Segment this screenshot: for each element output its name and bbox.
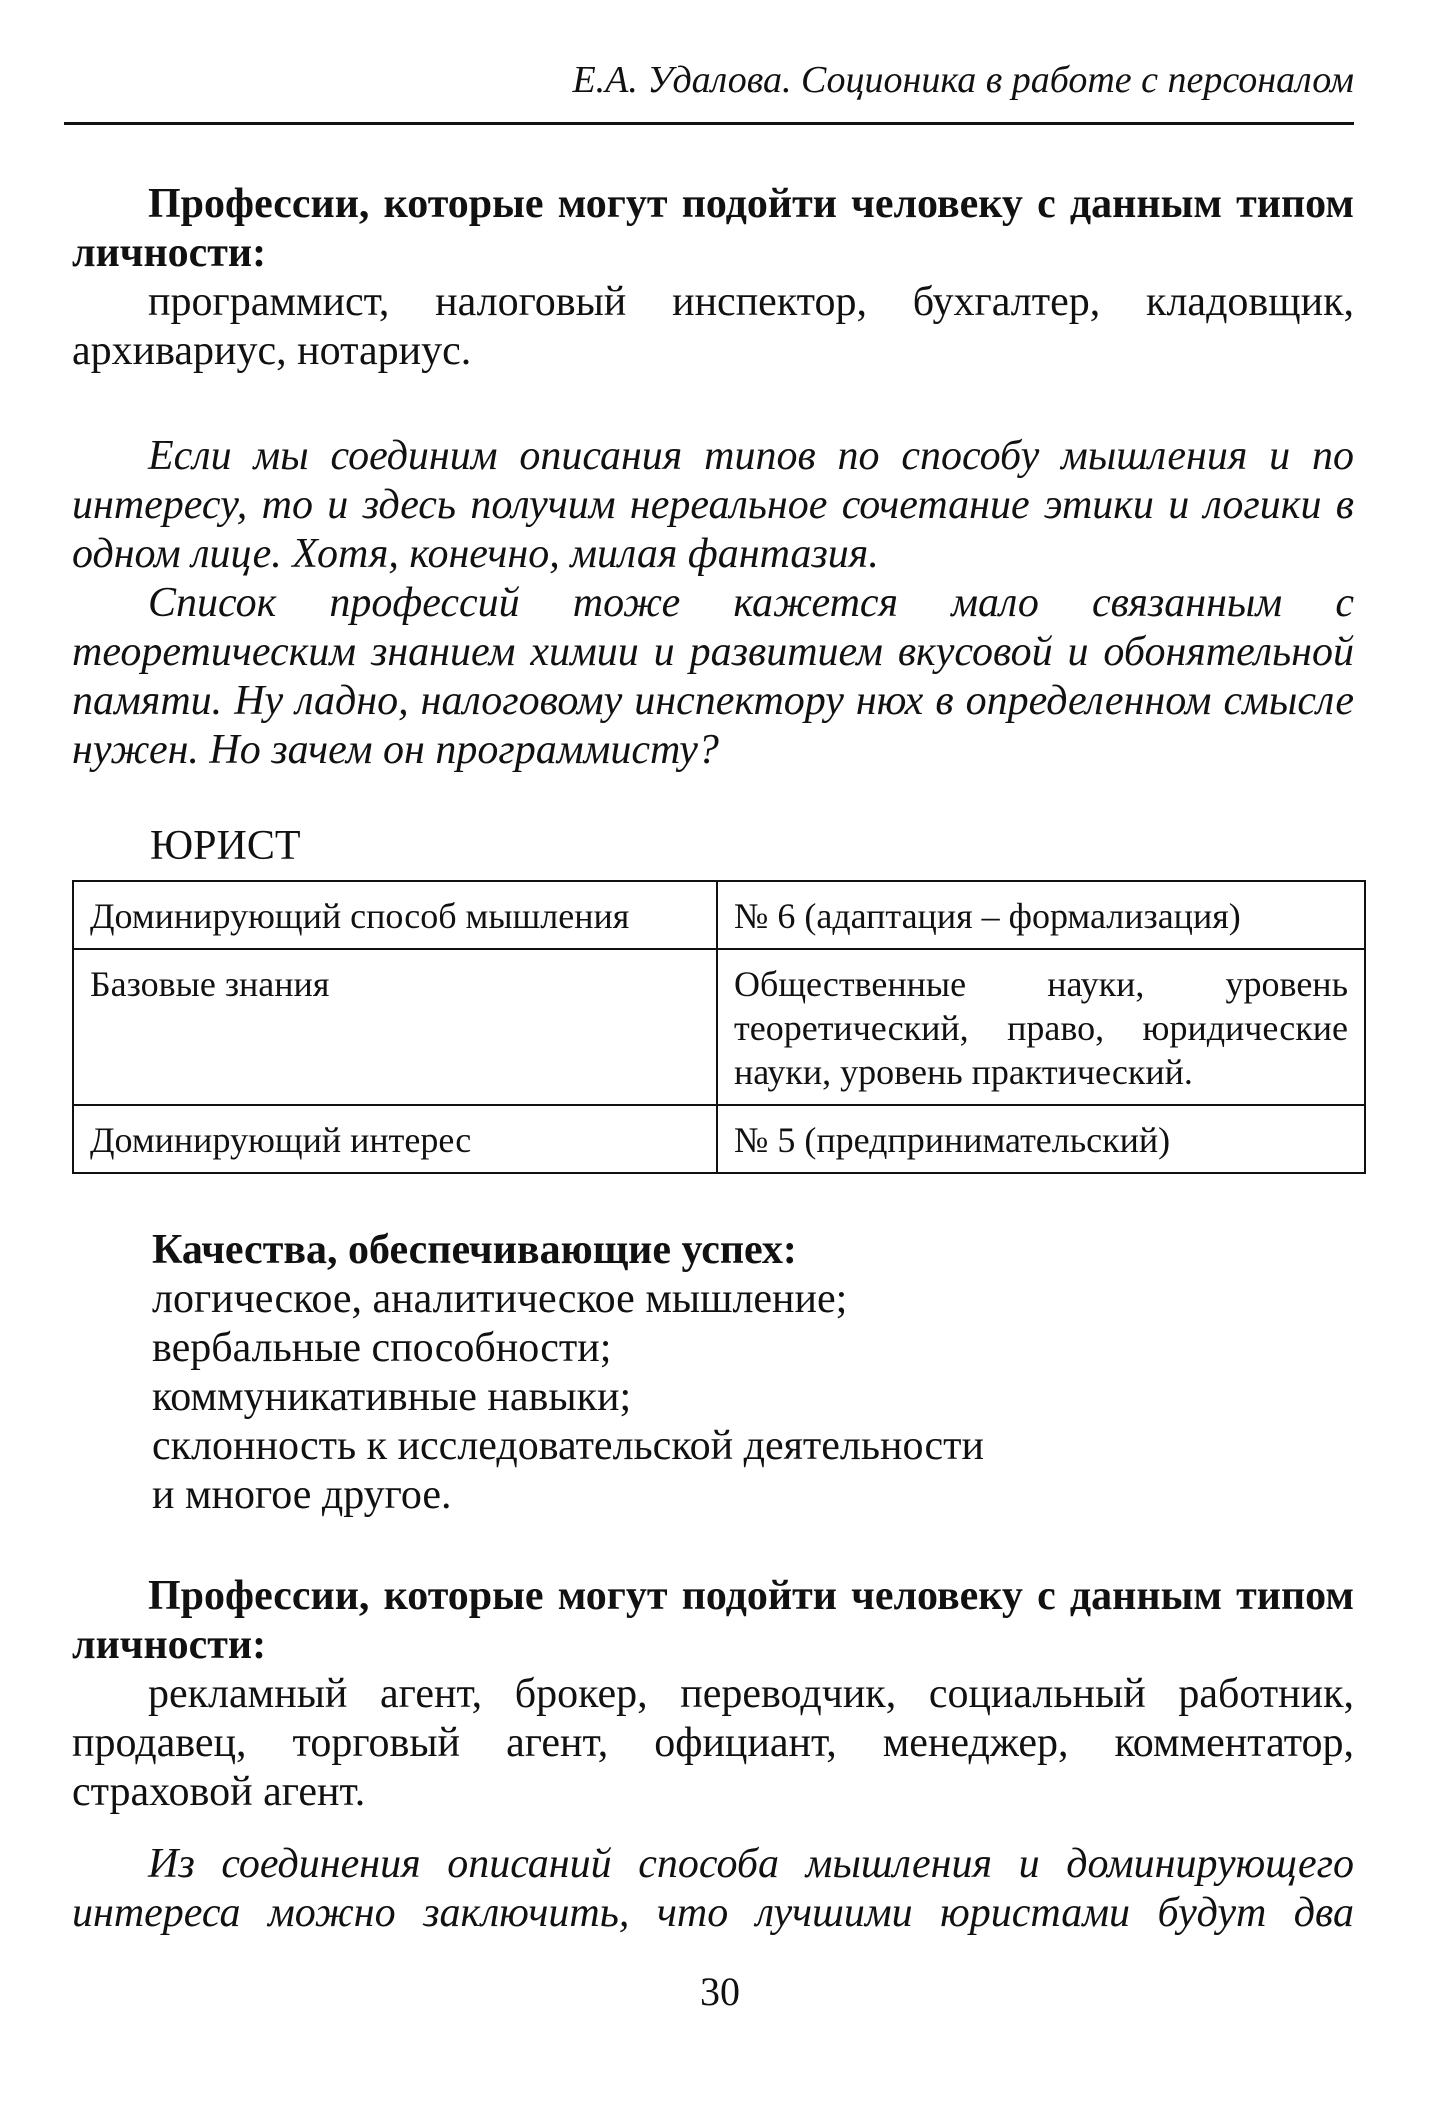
professions-section-1 — [72, 180, 1354, 376]
commentary-paragraph-3: Из соединения описаний способа мышления и доминирующего интереса можно заключить, что лучшими юристами будут два — [72, 1841, 1354, 1936]
table-cell-label: Базовые знания — [73, 949, 717, 1105]
profile-table — [72, 880, 1366, 1174]
page-number: 30 — [700, 1969, 740, 2014]
list-item: логическое, аналитическое мышление; — [152, 1276, 848, 1322]
profile-title: ЮРИСТ — [150, 823, 301, 869]
running-header: Е.А. Удалова. Соционика в работе с персоналом — [572, 59, 1354, 101]
professions-heading-1: Профессии, которые могут подойти человеку с данным типом личности: — [72, 181, 1354, 276]
list-item: склонность к исследовательской деятельности — [152, 1423, 985, 1469]
professions-heading-2: Профессии, которые могут подойти человеку с данным типом личности: — [72, 1573, 1354, 1668]
table-cell-value: № 6 (адаптация – формализация) — [717, 881, 1365, 949]
table-cell-label: Доминирующий интерес — [73, 1105, 717, 1173]
professions-text-1: программист, налоговый инспектор, бухгалтер, кладовщик, архивариус, нотариус. — [72, 279, 1354, 374]
list-item: вербальные способности; — [152, 1325, 612, 1371]
table-cell-value: Общественные науки, уровень теоретический, право, юридические науки, уровень практический. — [717, 949, 1365, 1105]
commentary-paragraph-2: Список профессий тоже кажется мало связанным с теоретическим знанием химии и развитием вкусовой и обонятельной памяти. Ну ладно, налоговому инспектору нюх в определенном смысле нужен. Но зачем он программисту? — [72, 580, 1354, 773]
table-cell-value: № 5 (предпринимательский) — [717, 1105, 1365, 1173]
commentary-section-2 — [72, 1840, 1354, 1938]
list-item: и многое другое. — [152, 1472, 452, 1518]
list-item: коммуникативные навыки; — [152, 1374, 632, 1420]
table-row — [73, 1105, 1365, 1173]
qualities-section — [152, 1226, 1352, 1520]
commentary-section-1 — [72, 432, 1354, 775]
qualities-heading: Качества, обеспечивающие успех: — [152, 1227, 797, 1273]
header-rule — [64, 122, 1354, 125]
table-row — [73, 949, 1365, 1105]
professions-text-2: рекламный агент, брокер, переводчик, социальный работник, продавец, торговый агент, официант, менеджер, комментатор, страховой агент. — [72, 1671, 1354, 1815]
professions-section-2 — [72, 1572, 1354, 1817]
table-row — [73, 881, 1365, 949]
commentary-paragraph-1: Если мы соединим описания типов по способу мышления и по интересу, то и здесь получим нереальное сочетание этики и логики в одном лице. Хотя, конечно, милая фантазия. — [72, 433, 1354, 577]
table-cell-label: Доминирующий способ мышления — [73, 881, 717, 949]
